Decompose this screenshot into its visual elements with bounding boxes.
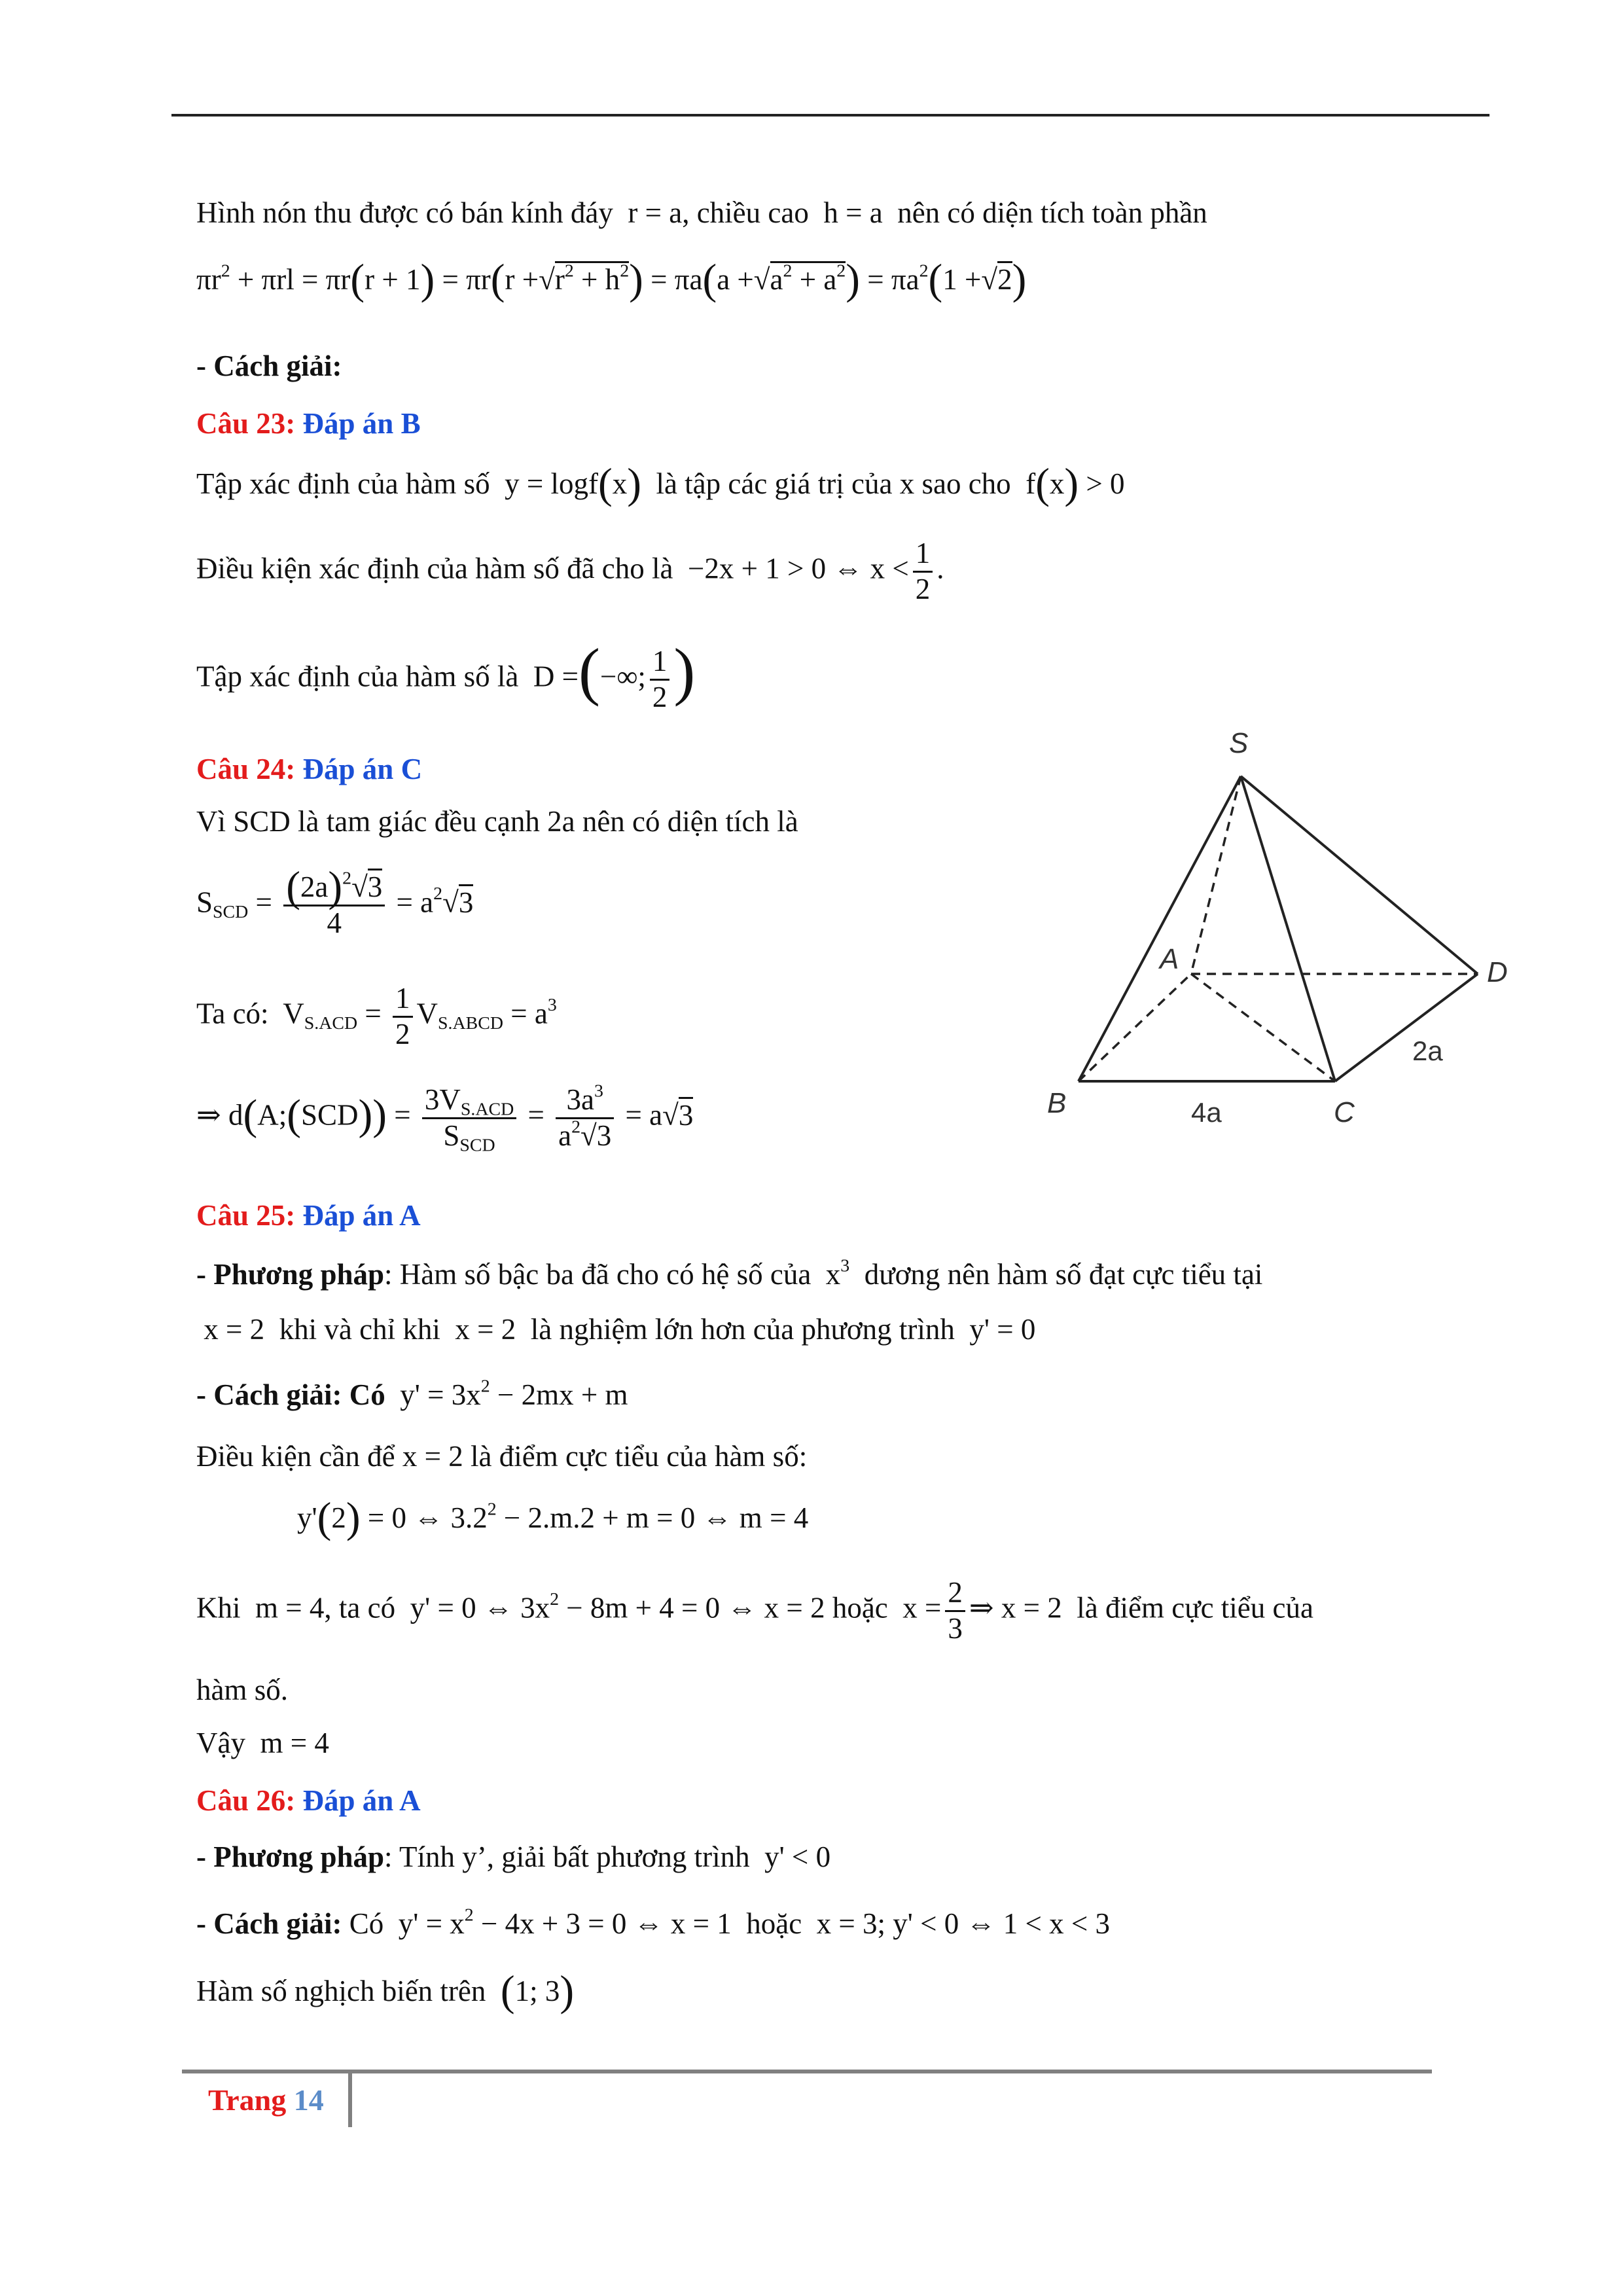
q24-area-formula: $S_{SCD}$ = $\frac{(2a)^2√3}{4}$ = $a^2√3$	[196, 863, 474, 939]
pyramid-figure	[1021, 720, 1518, 1152]
edge-ab	[1079, 974, 1191, 1081]
label-edge-bc: 4a	[1191, 1097, 1222, 1128]
q25-condition: Điều kiện cần để x = 2 là điểm cực tiểu của hàm số:	[196, 1440, 808, 1473]
q25-solution: - Cách giải: Có $y' = 3x^2 - 2mx + m$	[196, 1376, 628, 1411]
q25-check: Khi m = 4, ta có y' = 0 ⇔ $3x^2 - 8m + 4 = 0$ ⇔ x = 2 hoặc x = $\frac{2}{3}$ ⇒ x = 2 là điểm cực tiểu của	[196, 1576, 1313, 1645]
edge-sb	[1079, 776, 1241, 1081]
edge-cd	[1335, 974, 1478, 1081]
label-s: S	[1229, 727, 1249, 759]
q23-line-3: Tập xác định của hàm số là D =(−∞; $\frac{1}{2}$ )	[196, 636, 696, 713]
footer-rule	[182, 2070, 1432, 2073]
method-label: - Cách giải:	[196, 350, 342, 382]
q24-heading: Câu 24: Đáp án C	[196, 753, 423, 785]
q25-check-2: hàm số.	[196, 1674, 288, 1706]
footer-divider	[348, 2072, 352, 2127]
label-b: B	[1047, 1087, 1067, 1119]
q25-method: - Phương pháp: Hàm số bậc ba đã cho có hệ số của $x^3$ dương nên hàm số đạt cực tiểu tại	[196, 1255, 1263, 1291]
q26-conclusion: Hàm số nghịch biến trên (1; 3)	[196, 1967, 575, 2015]
page-number: 14	[293, 2083, 324, 2117]
q24-line-1: Vì SCD là tam giác đều cạnh 2a nên có diện tích là	[196, 805, 798, 838]
q25-equation: y'(2) = 0 ⇔ $3.2^2 - 2.m.2 + m = 0$ ⇔ m = 4	[297, 1494, 809, 1542]
label-a: A	[1160, 943, 1179, 975]
header-rule	[171, 114, 1489, 117]
footer-label: Trang	[208, 2083, 287, 2117]
edge-sc	[1241, 776, 1335, 1081]
q25-heading: Câu 25: Đáp án A	[196, 1199, 421, 1232]
label-c: C	[1334, 1096, 1355, 1128]
q25-method-2: x = 2 khi và chỉ khi x = 2 là nghiệm lớn hơn của phương trình y' = 0	[204, 1313, 1036, 1346]
q26-heading: Câu 26: Đáp án A	[196, 1784, 421, 1817]
q23-line-2: Điều kiện xác định của hàm số đã cho là −2x + 1 > 0 ⇔ x < $\frac{1}{2}$ .	[196, 537, 944, 605]
intro-line-1: Hình nón thu được có bán kính đáy r = a, chiều cao h = a nên có diện tích toàn phần	[196, 196, 1207, 229]
q24-volume: Ta có: $V_{S.ACD}$ = $\frac{1}{2}$ $V_{S.ABCD} = a^3$	[196, 982, 557, 1050]
edge-ac	[1191, 974, 1335, 1081]
q26-method: - Phương pháp: Tính y’, giải bất phương trình y' < 0	[196, 1840, 831, 1873]
q26-solution: - Cách giải: Có $y' = x^2 - 4x + 3 = 0$ ⇔ x = 1 hoặc x = 3; y' < 0 ⇔ 1 < x < 3	[196, 1905, 1111, 1940]
label-edge-cd: 2a	[1412, 1035, 1443, 1066]
q23-heading: Câu 23: Đáp án B	[196, 407, 421, 440]
label-d: D	[1487, 956, 1508, 988]
q24-distance: ⇒ d(A;(SCD)) = $\frac{3V_{S.ACD}}{S_{SCD}}$ = $\frac{3a^3}{a^2√3}$ = a√3	[196, 1081, 694, 1156]
page-footer	[208, 2083, 324, 2117]
edge-sd	[1241, 776, 1478, 974]
q23-line-1: Tập xác định của hàm số y = logf(x) là tập các giá trị của x sao cho f(x) > 0	[196, 460, 1125, 508]
intro-formula: $\pi r^2 + \pi rl = \pi r(r + 1) = \pi r(r +√r^2 + h^2) = \pi a(a +√a^2 + a^2) = \pi a^2(1 +√2)$	[196, 256, 1027, 304]
edge-sa	[1191, 776, 1241, 974]
q25-conclusion: Vậy m = 4	[196, 1727, 329, 1759]
